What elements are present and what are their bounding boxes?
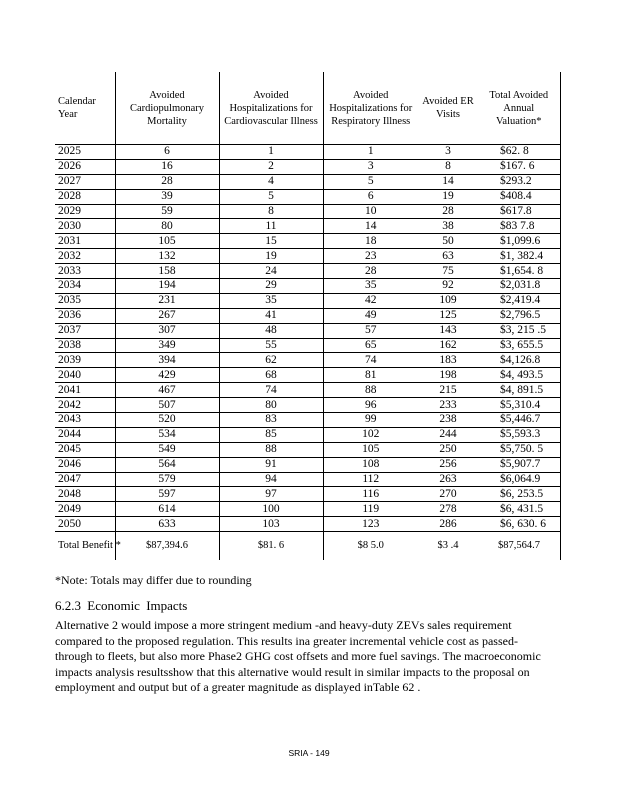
calendar-year-cell: 2050: [55, 517, 115, 532]
er-visits-cell: 38: [418, 219, 478, 234]
total-valuation-cell: $5,750. 5: [478, 442, 560, 457]
table-row: [55, 413, 560, 428]
er-visits-cell: 250: [418, 442, 478, 457]
cardiopulmonary-mortality-cell: 579: [115, 472, 219, 487]
calendar-year-cell: 2025: [55, 145, 115, 160]
cardiovascular-hospitalizations-cell: 1: [219, 145, 323, 160]
respiratory-hospitalizations-cell: 74: [323, 353, 418, 368]
total-valuation-cell: $167. 6: [478, 159, 560, 174]
cardiovascular-hospitalizations-cell: 103: [219, 517, 323, 532]
er-visits-cell: 109: [418, 293, 478, 308]
calendar-year-cell: 2047: [55, 472, 115, 487]
table-row: [55, 383, 560, 398]
calendar-year-cell: 2040: [55, 368, 115, 383]
calendar-year-cell: 2049: [55, 502, 115, 517]
cardiovascular-hospitalizations-cell: 2: [219, 159, 323, 174]
calendar-year-cell: 2045: [55, 442, 115, 457]
total-valuation-cell: $2,796.5: [478, 308, 560, 323]
cardiopulmonary-mortality-cell: 429: [115, 368, 219, 383]
total-valuation-cell: $1, 382.4: [478, 249, 560, 264]
calendar-year-cell: 2028: [55, 189, 115, 204]
er-visits-cell: 183: [418, 353, 478, 368]
table-row: [55, 517, 560, 532]
total-valuation-cell: $2,419.4: [478, 293, 560, 308]
cardiovascular-hospitalizations-cell: 4: [219, 174, 323, 189]
calendar-year-cell: 2036: [55, 308, 115, 323]
respiratory-hospitalizations-cell: 10: [323, 204, 418, 219]
table-note: *Note: Totals may differ due to rounding: [55, 573, 252, 587]
total-valuation-cell: $6, 630. 6: [478, 517, 560, 532]
calendar-year-cell: 2027: [55, 174, 115, 189]
cardiovascular-hospitalizations-cell: $81. 6: [219, 532, 323, 561]
cardiovascular-hospitalizations-cell: 83: [219, 413, 323, 428]
er-visits-cell: 198: [418, 368, 478, 383]
cardiopulmonary-mortality-cell: 307: [115, 323, 219, 338]
cardiovascular-hospitalizations-cell: 88: [219, 442, 323, 457]
er-visits-cell: 143: [418, 323, 478, 338]
calendar-year-cell: 2043: [55, 413, 115, 428]
respiratory-hospitalizations-cell: 88: [323, 383, 418, 398]
section-paragraph: Alternative 2 would impose a more stringent medium -and heavy-duty ZEVs sales requirement compared to the proposed regulation. This results ina greater incremental vehicle cost as passed-through to fleets, but also more Phase2 GHG cost offsets and more fuel savings. The macroeconomic impacts analysis resultsshow that this alternative would result in similar impacts to the proposal on employment and output but of a greater magnitude as displayed inTable 62 .: [55, 618, 541, 694]
respiratory-hospitalizations-cell: 112: [323, 472, 418, 487]
table-row: [55, 293, 560, 308]
calendar-year-cell: 2032: [55, 249, 115, 264]
total-valuation-cell: $4,126.8: [478, 353, 560, 368]
total-valuation-cell: $62. 8: [478, 145, 560, 160]
cardiovascular-hospitalizations-cell: 94: [219, 472, 323, 487]
calendar-year-cell: 2044: [55, 427, 115, 442]
calendar-year-cell: 2041: [55, 383, 115, 398]
cardiopulmonary-mortality-cell: 394: [115, 353, 219, 368]
calendar-year-cell: 2037: [55, 323, 115, 338]
total-row: [55, 532, 560, 561]
calendar-year-cell: 2042: [55, 398, 115, 413]
cardiopulmonary-mortality-cell: 507: [115, 398, 219, 413]
calendar-year-cell: 2029: [55, 204, 115, 219]
respiratory-hospitalizations-cell: 49: [323, 308, 418, 323]
total-valuation-cell: $5,593.3: [478, 427, 560, 442]
cardiopulmonary-mortality-cell: 597: [115, 487, 219, 502]
table-row: [55, 427, 560, 442]
er-visits-cell: 92: [418, 279, 478, 294]
cardiovascular-hospitalizations-cell: 15: [219, 234, 323, 249]
total-valuation-cell: $5,446.7: [478, 413, 560, 428]
cardiovascular-hospitalizations-cell: 97: [219, 487, 323, 502]
er-visits-cell: 19: [418, 189, 478, 204]
respiratory-hospitalizations-cell: 1: [323, 145, 418, 160]
table-row: [55, 502, 560, 517]
table-header: [55, 72, 560, 145]
er-visits-cell: 215: [418, 383, 478, 398]
cardiovascular-hospitalizations-cell: 41: [219, 308, 323, 323]
cardiopulmonary-mortality-cell: 39: [115, 189, 219, 204]
cardiopulmonary-mortality-cell: 6: [115, 145, 219, 160]
respiratory-hospitalizations-cell: 6: [323, 189, 418, 204]
total-valuation-cell: $408.4: [478, 189, 560, 204]
table-row: [55, 249, 560, 264]
cardiovascular-hospitalizations-cell: 68: [219, 368, 323, 383]
table-row: [55, 457, 560, 472]
calendar-year-cell: 2039: [55, 353, 115, 368]
total-valuation-cell: $87,564.7: [478, 532, 560, 561]
er-visits-cell: 8: [418, 159, 478, 174]
cardiopulmonary-mortality-cell: 28: [115, 174, 219, 189]
cardiopulmonary-mortality-cell: 231: [115, 293, 219, 308]
table-row: [55, 472, 560, 487]
calendar-year-cell: 2048: [55, 487, 115, 502]
er-visits-cell: 278: [418, 502, 478, 517]
calendar-year-cell: 2035: [55, 293, 115, 308]
cardiopulmonary-mortality-cell: 194: [115, 279, 219, 294]
er-visits-cell: 14: [418, 174, 478, 189]
total-valuation-cell: $3, 215 .5: [478, 323, 560, 338]
respiratory-hospitalizations-cell: 123: [323, 517, 418, 532]
cardiopulmonary-mortality-cell: 132: [115, 249, 219, 264]
cardiopulmonary-mortality-cell: 158: [115, 264, 219, 279]
er-visits-cell: 125: [418, 308, 478, 323]
er-visits-cell: 63: [418, 249, 478, 264]
respiratory-hospitalizations-cell: 23: [323, 249, 418, 264]
respiratory-hospitalizations-cell: 116: [323, 487, 418, 502]
cardiovascular-hospitalizations-cell: 62: [219, 353, 323, 368]
table-row: [55, 279, 560, 294]
cardiovascular-hospitalizations-cell: 55: [219, 338, 323, 353]
cardiopulmonary-mortality-cell: 564: [115, 457, 219, 472]
er-visits-cell: 3: [418, 145, 478, 160]
table-row: [55, 145, 560, 160]
total-valuation-cell: $6,064.9: [478, 472, 560, 487]
total-valuation-cell: $2,031.8: [478, 279, 560, 294]
respiratory-hospitalizations-cell: 102: [323, 427, 418, 442]
er-visits-cell: 263: [418, 472, 478, 487]
total-valuation-cell: $5,907.7: [478, 457, 560, 472]
total-valuation-cell: $1,099.6: [478, 234, 560, 249]
table-row: [55, 219, 560, 234]
cardiopulmonary-mortality-cell: 59: [115, 204, 219, 219]
calendar-year-cell: 2038: [55, 338, 115, 353]
cardiopulmonary-mortality-cell: 614: [115, 502, 219, 517]
header-respiratory-hospitalizations: Avoided Hospitalizations for Respiratory Illness: [323, 72, 418, 145]
respiratory-hospitalizations-cell: 108: [323, 457, 418, 472]
er-visits-cell: 286: [418, 517, 478, 532]
respiratory-hospitalizations-cell: 81: [323, 368, 418, 383]
respiratory-hospitalizations-cell: 99: [323, 413, 418, 428]
calendar-year-cell: Total Benefit *: [58, 540, 121, 552]
cardiovascular-hospitalizations-cell: 8: [219, 204, 323, 219]
cardiovascular-hospitalizations-cell: 19: [219, 249, 323, 264]
total-valuation-cell: $3, 655.5: [478, 338, 560, 353]
er-visits-cell: 75: [418, 264, 478, 279]
respiratory-hospitalizations-cell: 65: [323, 338, 418, 353]
er-visits-cell: $3 .4: [437, 540, 459, 552]
cardiopulmonary-mortality-cell: 16: [115, 159, 219, 174]
table-row: [55, 487, 560, 502]
total-valuation-cell: $617.8: [478, 204, 560, 219]
cardiovascular-hospitalizations-cell: 24: [219, 264, 323, 279]
cardiopulmonary-mortality-cell: $87,394.6: [115, 532, 219, 561]
respiratory-hospitalizations-cell: 105: [323, 442, 418, 457]
calendar-year-cell: 2026: [55, 159, 115, 174]
cardiopulmonary-mortality-cell: 520: [115, 413, 219, 428]
cardiovascular-hospitalizations-cell: 91: [219, 457, 323, 472]
table-row: [55, 264, 560, 279]
calendar-year-cell: 2034: [55, 279, 115, 294]
respiratory-hospitalizations-cell: 96: [323, 398, 418, 413]
total-valuation-cell: $6, 431.5: [478, 502, 560, 517]
cardiopulmonary-mortality-cell: 267: [115, 308, 219, 323]
header-er-visits: Avoided ER Visits: [418, 72, 478, 145]
cardiopulmonary-mortality-cell: 80: [115, 219, 219, 234]
er-visits-cell: 244: [418, 427, 478, 442]
calendar-year-cell: 2030: [55, 219, 115, 234]
table-row: [55, 204, 560, 219]
cardiovascular-hospitalizations-cell: 35: [219, 293, 323, 308]
table-row: [55, 398, 560, 413]
er-visits-cell: 50: [418, 234, 478, 249]
table-row: [55, 338, 560, 353]
total-valuation-cell: $6, 253.5: [478, 487, 560, 502]
total-valuation-cell: $5,310.4: [478, 398, 560, 413]
header-cardiopulmonary-mortality: Avoided Cardiopulmonary Mortality: [115, 72, 219, 145]
cardiovascular-hospitalizations-cell: 48: [219, 323, 323, 338]
table-row: [55, 368, 560, 383]
table-row: [55, 159, 560, 174]
respiratory-hospitalizations-cell: 5: [323, 174, 418, 189]
cardiovascular-hospitalizations-cell: 74: [219, 383, 323, 398]
table-row: [55, 234, 560, 249]
cardiovascular-hospitalizations-cell: 29: [219, 279, 323, 294]
table-body: [55, 145, 560, 561]
cardiopulmonary-mortality-cell: 467: [115, 383, 219, 398]
header-cardiovascular-hospitalizations: Avoided Hospitalizations for Cardiovascular Illness: [219, 72, 323, 145]
table-row: [55, 353, 560, 368]
table-row: [55, 174, 560, 189]
respiratory-hospitalizations-cell: 42: [323, 293, 418, 308]
page-footer: SRIA - 149: [288, 748, 330, 758]
table-row: [55, 442, 560, 457]
cardiopulmonary-mortality-cell: 549: [115, 442, 219, 457]
respiratory-hospitalizations-cell: 14: [323, 219, 418, 234]
calendar-year-cell: 2031: [55, 234, 115, 249]
cardiopulmonary-mortality-cell: 105: [115, 234, 219, 249]
cardiopulmonary-mortality-cell: 633: [115, 517, 219, 532]
total-valuation-cell: $4, 493.5: [478, 368, 560, 383]
respiratory-hospitalizations-cell: 35: [323, 279, 418, 294]
er-visits-cell: 238: [418, 413, 478, 428]
header-calendar-year: Calendar Year: [55, 72, 115, 145]
er-visits-cell: 28: [418, 204, 478, 219]
respiratory-hospitalizations-cell: 18: [323, 234, 418, 249]
respiratory-hospitalizations-cell: 28: [323, 264, 418, 279]
er-visits-cell: 162: [418, 338, 478, 353]
total-valuation-cell: $1,654. 8: [478, 264, 560, 279]
respiratory-hospitalizations-cell: 57: [323, 323, 418, 338]
health-benefits-table: [55, 72, 561, 560]
er-visits-cell: 233: [418, 398, 478, 413]
cardiovascular-hospitalizations-cell: 80: [219, 398, 323, 413]
calendar-year-cell: 2033: [55, 264, 115, 279]
er-visits-cell: 270: [418, 487, 478, 502]
total-valuation-cell: $83 7.8: [478, 219, 560, 234]
section-heading: 6.2.3 Economic Impacts: [55, 598, 188, 613]
cardiopulmonary-mortality-cell: 534: [115, 427, 219, 442]
cardiovascular-hospitalizations-cell: 85: [219, 427, 323, 442]
cardiovascular-hospitalizations-cell: 5: [219, 189, 323, 204]
total-valuation-cell: $4, 891.5: [478, 383, 560, 398]
table-row: [55, 189, 560, 204]
cardiovascular-hospitalizations-cell: 100: [219, 502, 323, 517]
er-visits-cell: 256: [418, 457, 478, 472]
cardiovascular-hospitalizations-cell: 11: [219, 219, 323, 234]
header-total-valuation: Total Avoided Annual Valuation*: [478, 72, 560, 145]
cardiopulmonary-mortality-cell: 349: [115, 338, 219, 353]
calendar-year-cell: 2046: [55, 457, 115, 472]
total-valuation-cell: $293.2: [478, 174, 560, 189]
respiratory-hospitalizations-cell: 119: [323, 502, 418, 517]
table-row: [55, 323, 560, 338]
table-row: [55, 308, 560, 323]
respiratory-hospitalizations-cell: 3: [323, 159, 418, 174]
respiratory-hospitalizations-cell: $8 5.0: [323, 532, 418, 561]
